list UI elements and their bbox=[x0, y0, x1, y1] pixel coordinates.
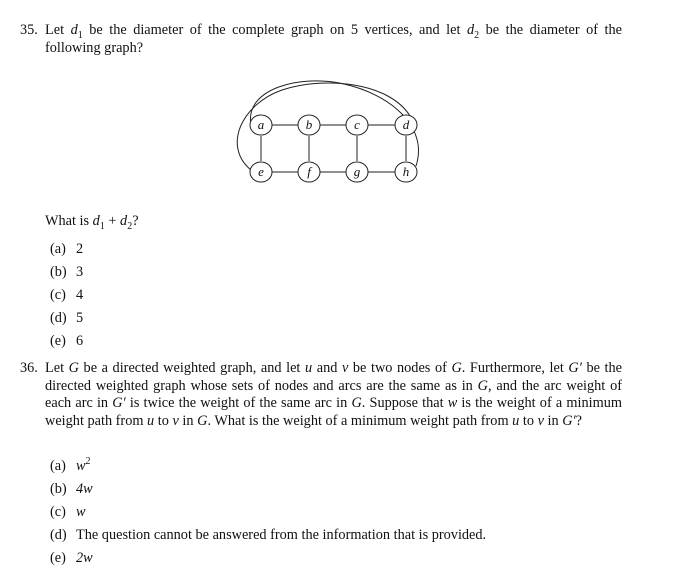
graph-node-label: d bbox=[402, 117, 410, 132]
question-number: 35. bbox=[20, 22, 38, 38]
option-35-b[interactable]: (b) 3 bbox=[50, 264, 84, 280]
graph-node-label: f bbox=[307, 164, 311, 179]
graph-figure bbox=[224, 76, 440, 192]
option-35-c[interactable]: (c) 4 bbox=[50, 287, 84, 303]
edge-a-h-arc bbox=[250, 81, 418, 166]
question-number: 36. bbox=[20, 360, 38, 376]
option-35-e[interactable]: (e) 6 bbox=[50, 333, 84, 349]
option-35-d[interactable]: (d) 5 bbox=[50, 310, 84, 326]
question-36 bbox=[20, 360, 622, 430]
graph-node-label: a bbox=[257, 117, 265, 132]
graph-node-label: c bbox=[354, 117, 360, 132]
option-36-c[interactable]: (c) w bbox=[50, 504, 86, 520]
option-36-d[interactable]: (d) The question cannot be answered from the information that is provided. bbox=[50, 527, 487, 543]
option-36-b[interactable]: (b) 4w bbox=[50, 481, 93, 497]
option-36-a[interactable]: (a) $w^2$ bbox=[50, 456, 91, 474]
option-36-e[interactable]: (e) 2w bbox=[50, 550, 93, 566]
graph-node-label: e bbox=[258, 164, 264, 179]
graph-node-label: h bbox=[402, 164, 410, 179]
graph-node-label: b bbox=[305, 117, 313, 132]
graph-node-label: g bbox=[353, 164, 361, 179]
question-35 bbox=[20, 22, 622, 57]
question-35-prompt: What is $d_1 + d_2$? bbox=[45, 213, 139, 232]
question-text: Let G be a directed weighted graph, and let u and v be two nodes of G. Furthermore, let G′ be the directed weighted graph whose sets of nodes and arcs are the same as in G, and the arc weight of each arc in G′ is twice the weight of the same arc in G. Suppose that w is the weight of a minimum weight path from u to v in G. What is the weight of a minimum weight path from u to v in G′? bbox=[45, 360, 623, 429]
question-text: Let $d_1$ be the diameter of the complete graph on 5 vertices, and let $d_2$ be the diameter of the following graph? bbox=[45, 22, 622, 56]
option-35-a[interactable]: (a) 2 bbox=[50, 241, 84, 257]
